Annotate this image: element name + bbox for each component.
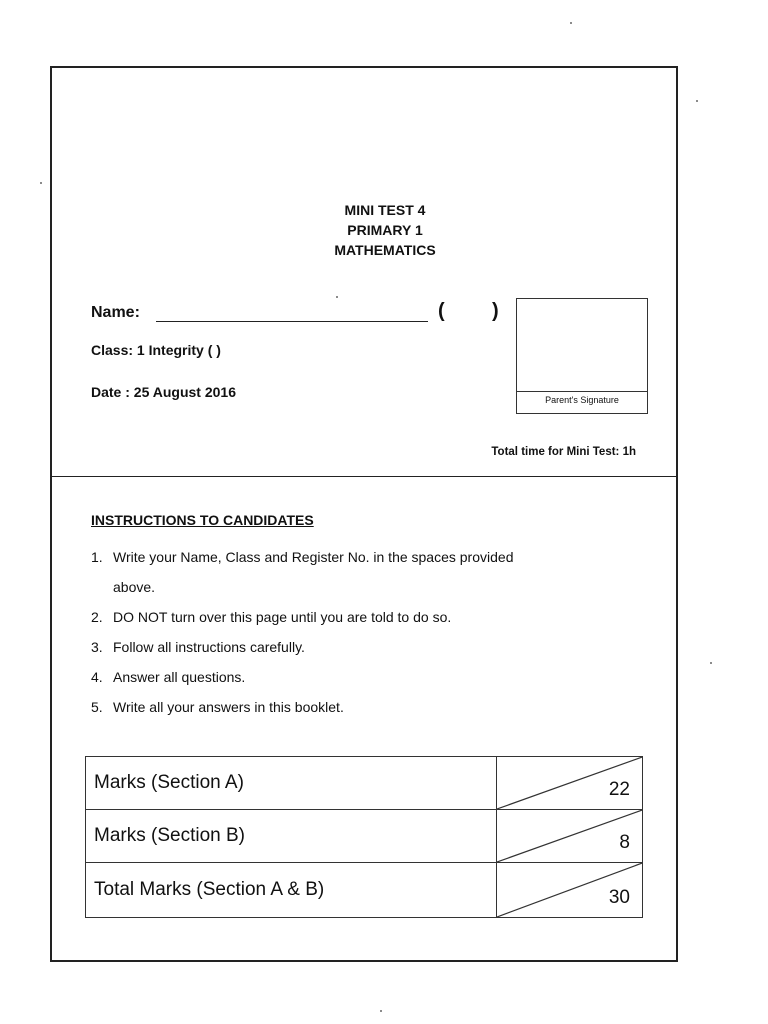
marks-table bbox=[85, 756, 643, 918]
instruction-item: 2. DO NOT turn over this page until you are told to do so. bbox=[91, 609, 452, 625]
scan-speck bbox=[380, 1010, 382, 1012]
scan-speck bbox=[710, 662, 712, 664]
marks-section-a-cell bbox=[496, 757, 642, 810]
table-row bbox=[86, 757, 643, 810]
signature-label: Parent's Signature bbox=[545, 395, 619, 405]
date-label: Date : 25 August 2016 bbox=[91, 384, 236, 400]
marks-section-b-label: Marks (Section B) bbox=[86, 810, 497, 863]
scan-speck bbox=[570, 22, 572, 24]
table-row bbox=[86, 863, 643, 918]
marks-section-a-label: Marks (Section A) bbox=[86, 757, 497, 810]
total-marks-cell bbox=[496, 863, 642, 918]
subject-title: MATHEMATICS bbox=[334, 242, 436, 258]
name-label: Name: bbox=[91, 304, 140, 321]
test-title: MINI TEST 4 bbox=[344, 202, 426, 218]
instruction-item-continuation: above. bbox=[113, 579, 156, 595]
total-time: Total time for Mini Test: 1h bbox=[491, 446, 636, 458]
scan-speck bbox=[696, 100, 698, 102]
marks-section-a-value: 22 bbox=[608, 779, 630, 800]
scan-speck bbox=[40, 182, 42, 184]
class-label: Class: 1 Integrity ( ) bbox=[91, 342, 221, 358]
instruction-item: 5. Write all your answers in this booklet. bbox=[91, 699, 344, 715]
total-marks-label: Total Marks (Section A & B) bbox=[86, 863, 497, 918]
table-row bbox=[86, 810, 643, 863]
instruction-item: 3. Follow all instructions carefully. bbox=[91, 639, 305, 655]
register-open-paren: ( bbox=[438, 300, 445, 322]
marks-section-b-cell bbox=[496, 810, 642, 863]
level-title: PRIMARY 1 bbox=[347, 222, 423, 238]
instructions-list bbox=[91, 542, 631, 722]
marks-section-b-value: 8 bbox=[619, 832, 630, 853]
instruction-item: 1. Write your Name, Class and Register No. in the spaces provided bbox=[91, 549, 514, 565]
signature-line bbox=[517, 391, 647, 392]
scan-speck bbox=[336, 296, 338, 298]
instructions-heading: INSTRUCTIONS TO CANDIDATES bbox=[91, 512, 314, 528]
section-divider bbox=[50, 476, 678, 477]
register-close-paren: ) bbox=[492, 300, 499, 322]
instruction-item: 4. Answer all questions. bbox=[91, 669, 246, 685]
name-field[interactable] bbox=[156, 321, 428, 322]
parent-signature-box[interactable] bbox=[516, 298, 648, 414]
total-marks-value: 30 bbox=[608, 887, 630, 908]
